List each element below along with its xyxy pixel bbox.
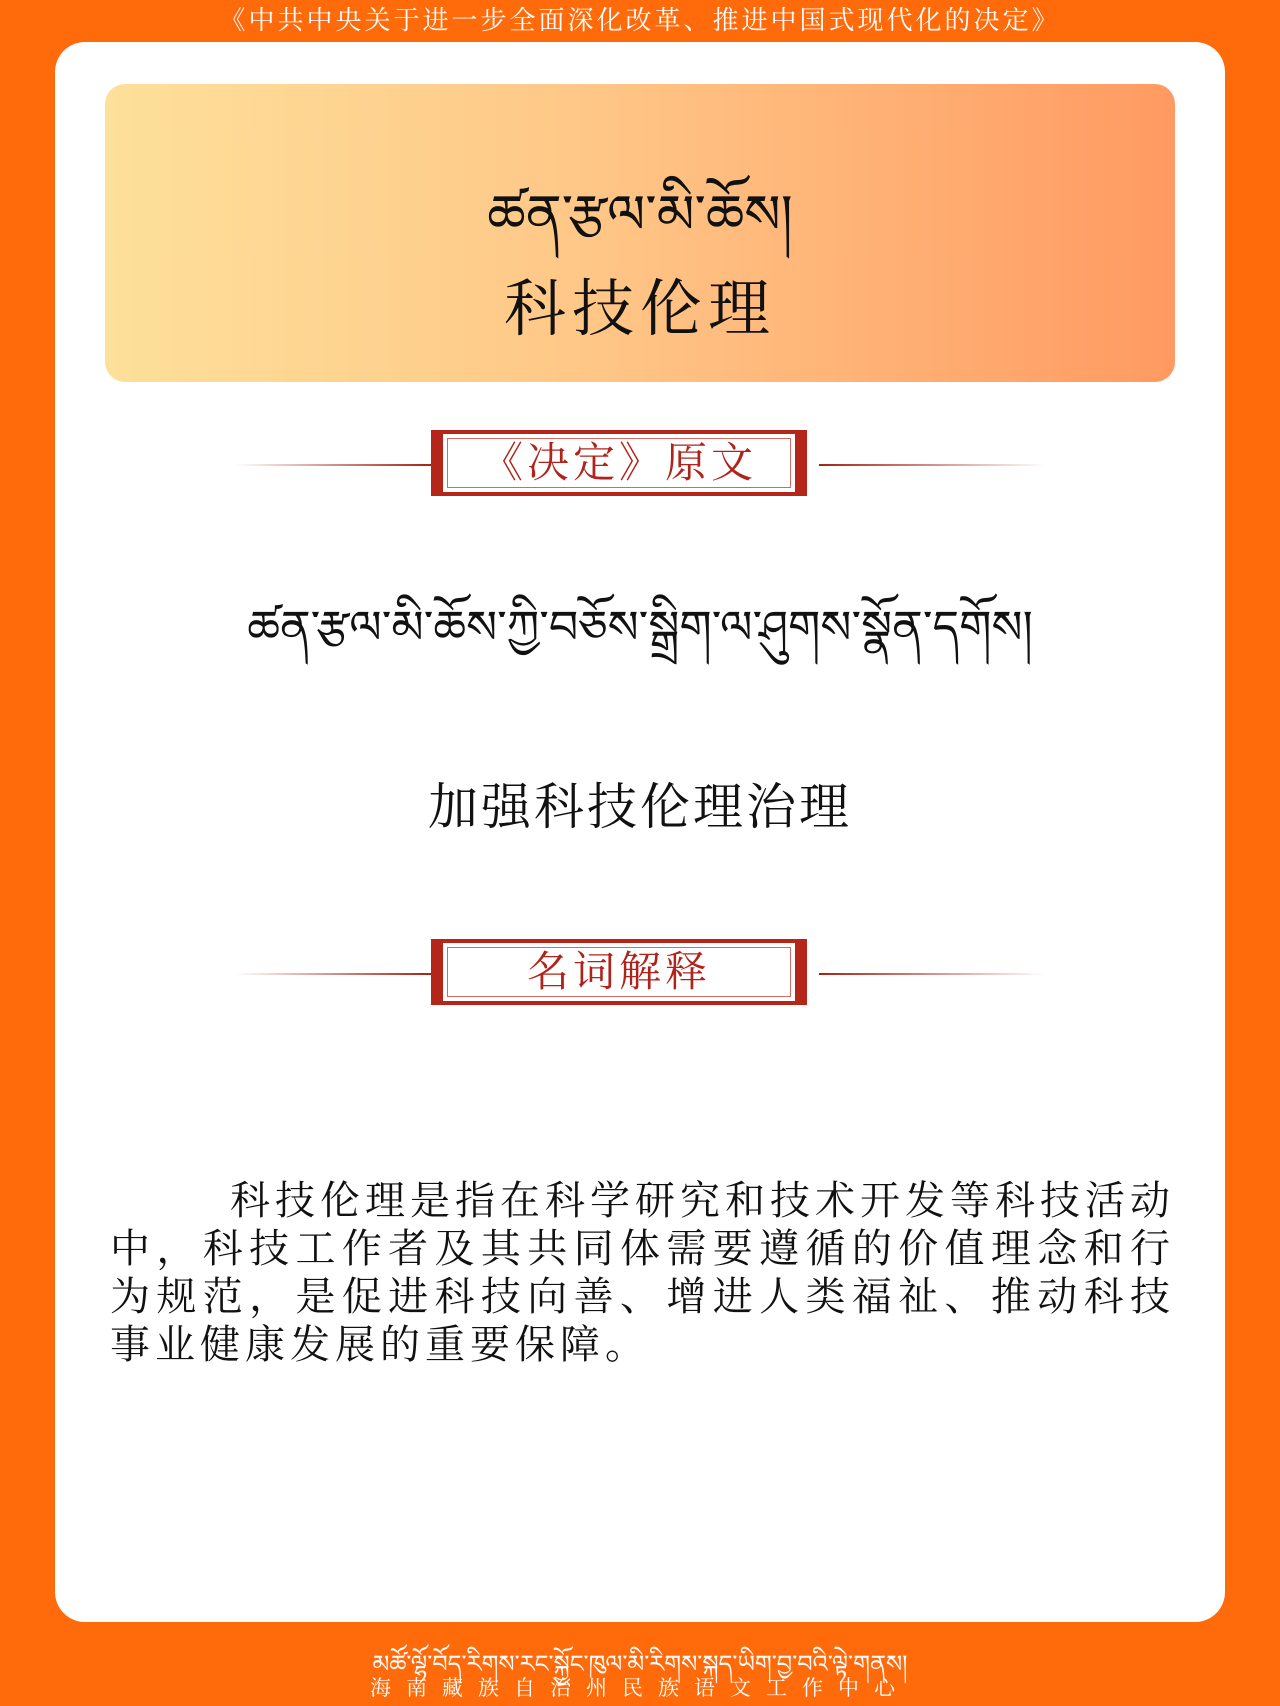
footer-tibetan: མཚོ་ལྷོ་བོད་རིགས་རང་སྐྱོང་ཁུལ་མི་རིགས་སྐད་ཡིག་བྱ་བའི་ལྟེ་གནས།	[372, 1650, 908, 1678]
divider-line-right	[819, 973, 1045, 975]
content-card	[55, 42, 1225, 1622]
top-banner: 《中共中央关于进一步全面深化改革、推进中国式现代化的决定》	[219, 6, 1061, 36]
title-panel	[105, 84, 1175, 382]
divider-line-right	[819, 464, 1045, 466]
section-label-frame	[431, 939, 807, 1005]
section-header-original	[235, 430, 1045, 502]
original-text-chinese: 加强科技伦理治理	[428, 778, 852, 836]
section-header-terms	[235, 939, 1045, 1011]
section-label-original: 《决定》原文	[447, 438, 791, 488]
divider-line-left	[235, 973, 431, 975]
original-text-tibetan: ཚན་རྩལ་མི་ཆོས་ཀྱི་བཅོས་སྒྲིག་ལ་ཤུགས་སྣོན་དགོས།	[247, 600, 1033, 654]
title-chinese: 科技伦理	[503, 272, 776, 345]
title-tibetan: ཚན་རྩལ་མི་ཆོས།	[487, 183, 793, 246]
footer-chinese: 海南藏族自治州民族语文工作中心	[370, 1676, 910, 1700]
divider-line-left	[235, 464, 431, 466]
term-explanation: 科技伦理是指在科学研究和技术开发等科技活动中，科技工作者及其共同体需要遵循的价值理念和行为规范，是促进科技向善、增进人类福祉、推动科技事业健康发展的重要保障。	[110, 1178, 1175, 1368]
section-label-frame	[431, 430, 807, 496]
section-label-terms: 名词解释	[447, 947, 791, 997]
